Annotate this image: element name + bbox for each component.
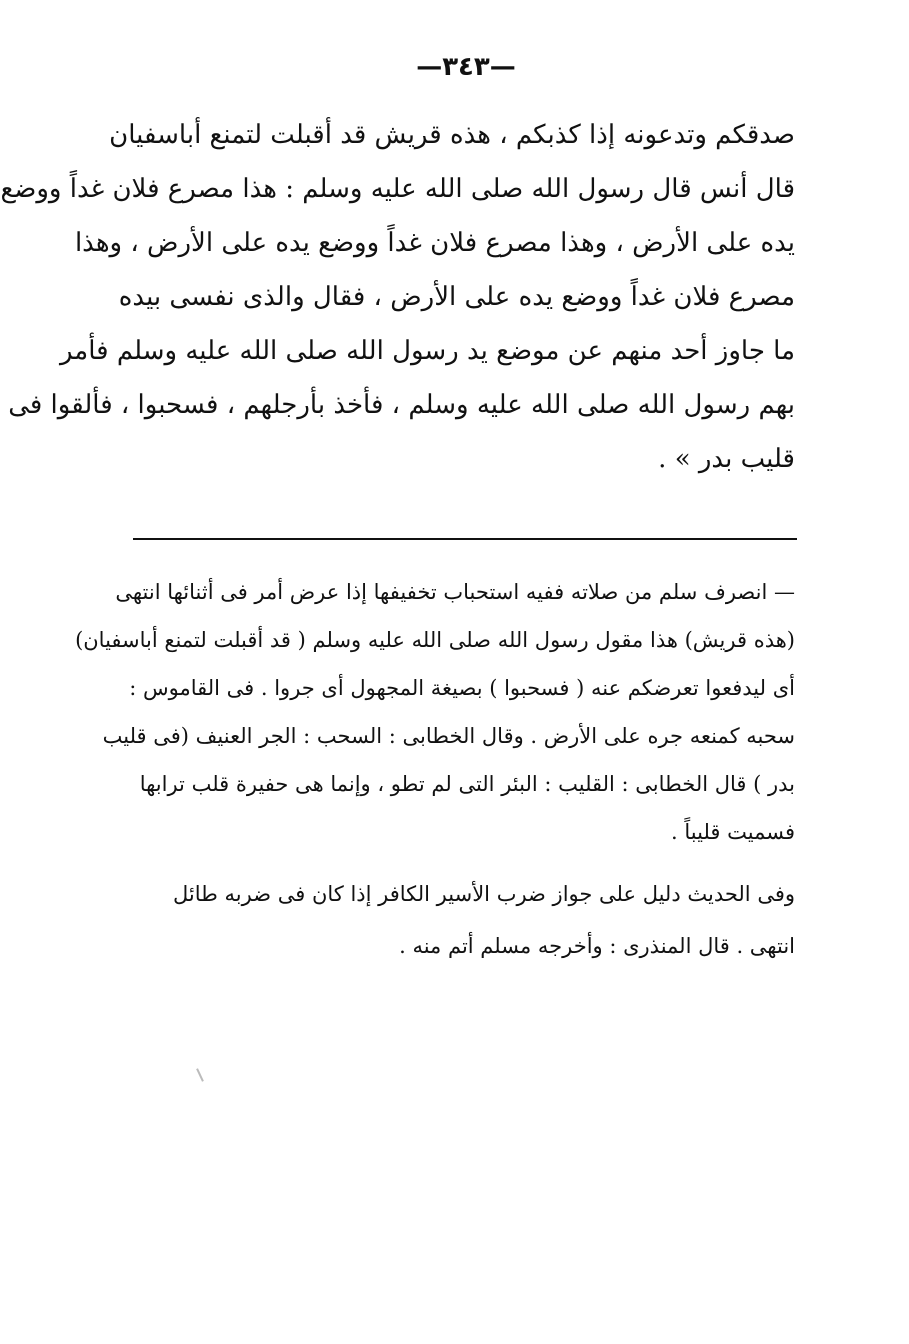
closing-line: انتهى . قال المنذرى : وأخرجه مسلم أتم منه .: [399, 934, 795, 958]
page-number: —٣٤٣—: [416, 52, 516, 82]
hadith-line: ما جاوز أحد منهم عن موضع يد رسول الله صلى الله عليه وسلم فأمر: [59, 336, 795, 366]
hadith-line: صدقكم وتدعونه إذا كذبكم ، هذه قريش قد أقبلت لتمنع أباسفيان: [109, 120, 795, 150]
closing-paragraph: [135, 868, 795, 972]
commentary-line: فسميت قليباً .: [671, 820, 795, 844]
commentary-text: [75, 568, 795, 856]
commentary-line: سحبه كمنعه جره على الأرض . وقال الخطابى : السحب : الجر العنيف (فى قليب: [102, 724, 795, 748]
commentary-line: — انصرف سلم من صلاته ففيه استحباب تخفيفها إذا عرض أمر فى أثنائها انتهى: [115, 580, 795, 604]
commentary-line: أى ليدفعوا تعرضكم عنه ( فسحبوا ) بصيغة المجهول أى جروا . فى القاموس :: [129, 676, 795, 700]
commentary-line: بدر ) قال الخطابى : القليب : البئر التى لم تطو ، وإنما هى حفيرة قلب ترابها: [139, 772, 795, 796]
hadith-line: قال أنس قال رسول الله صلى الله عليه وسلم : هذا مصرع فلان غداً ووضع: [0, 174, 795, 204]
hadith-line: بهم رسول الله صلى الله عليه وسلم ، فأخذ بأرجلهم ، فسحبوا ، فألقوا فى: [8, 390, 795, 420]
closing-line: وفى الحديث دليل على جواز ضرب الأسير الكافر إذا كان فى ضربه طائل: [173, 882, 795, 906]
hadith-line: مصرع فلان غداً ووضع يده على الأرض ، فقال والذى نفسى بيده: [118, 282, 795, 312]
hadith-line: يده على الأرض ، وهذا مصرع فلان غداً ووضع يده على الأرض ، وهذا: [74, 228, 795, 258]
section-divider: [133, 538, 797, 540]
commentary-line: (هذه قريش) هذا مقول رسول الله صلى الله عليه وسلم ( قد أقبلت لتمنع أباسفيان): [75, 628, 795, 652]
hadith-text: [0, 108, 795, 486]
scan-speck: [196, 1068, 204, 1082]
hadith-line: قليب بدر » .: [658, 444, 795, 474]
